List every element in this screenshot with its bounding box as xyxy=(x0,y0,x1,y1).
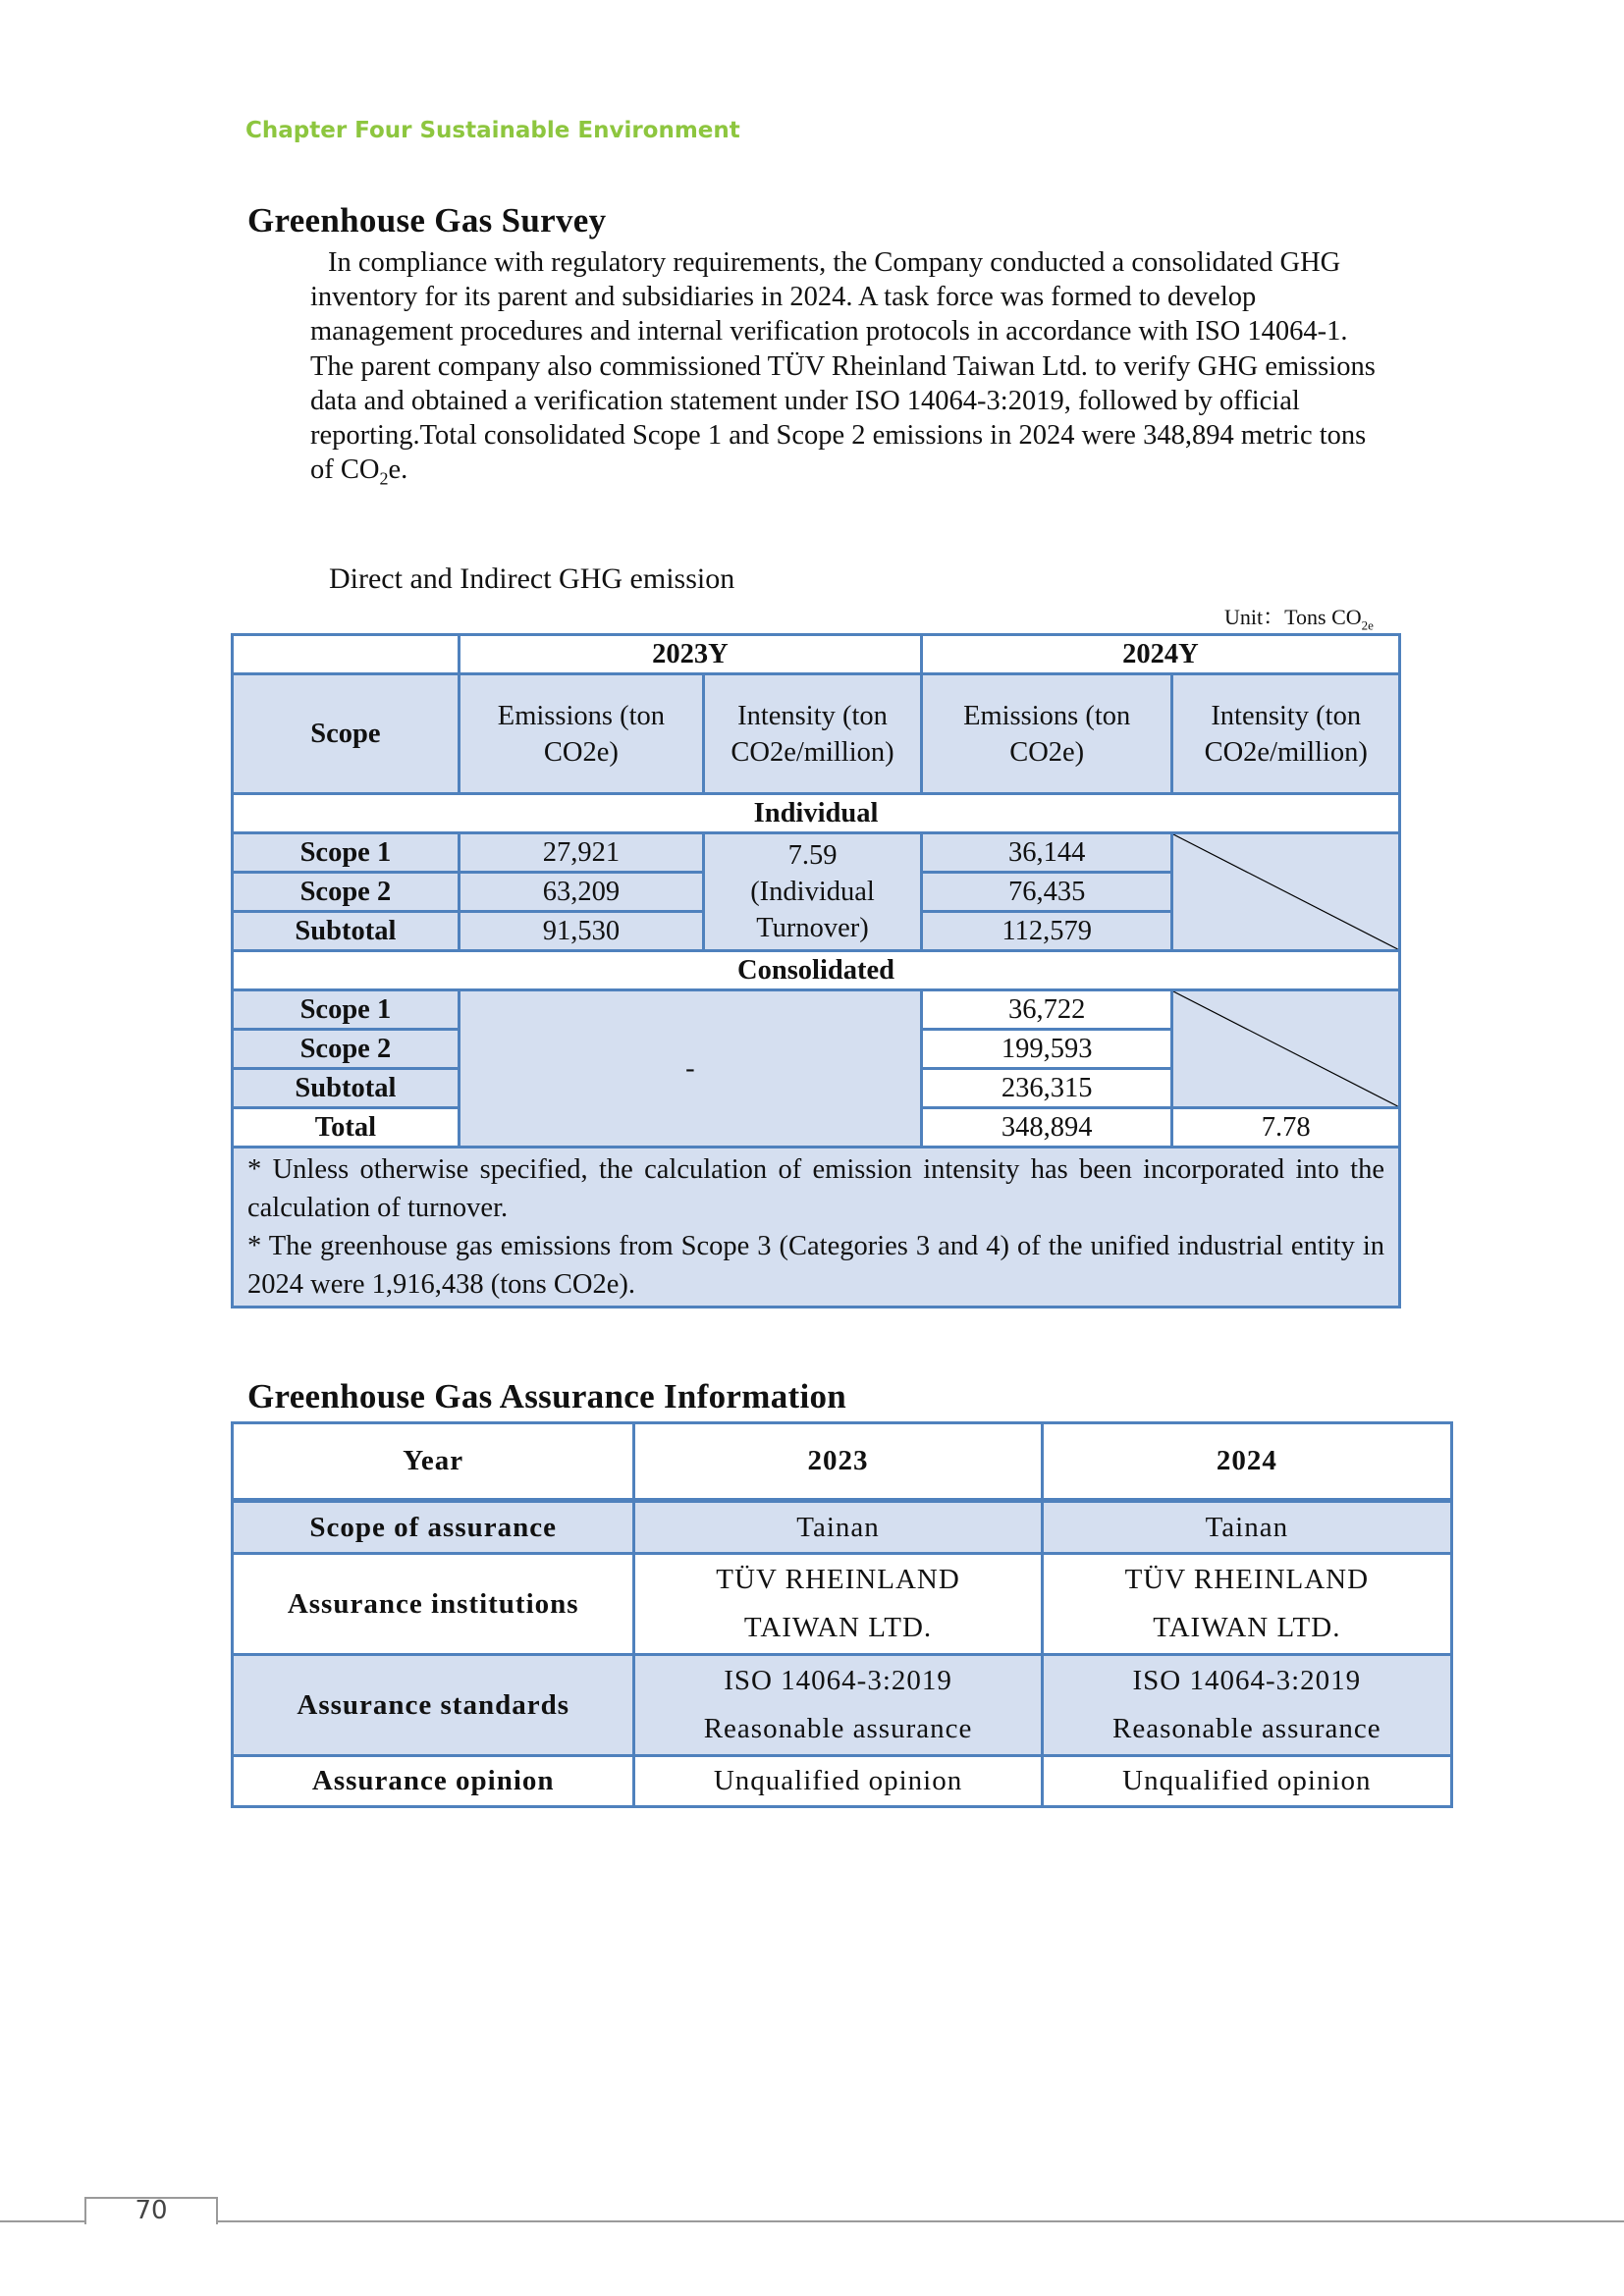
intensity-2024-header-text: Intensity (ton CO2e/million) xyxy=(1204,700,1368,768)
emissions-2024-cell: 236,315 xyxy=(921,1069,1171,1108)
total-label: Total xyxy=(233,1108,460,1148)
year-2024-header: 2024Y xyxy=(921,635,1399,674)
emissions-2023-header-text: Emissions (ton CO2e) xyxy=(497,700,666,768)
unit-text: Tons CO xyxy=(1284,605,1362,629)
value-2023: Unqualified opinion xyxy=(634,1756,1042,1807)
assurance-header-row xyxy=(233,1423,1452,1501)
note-1: * Unless otherwise specified, the calculation of emission intensity has been incorporated into the calculation of turnover. xyxy=(247,1154,1384,1223)
consolidated-intensity-2024-na xyxy=(1172,990,1400,1108)
intensity-2023-header xyxy=(704,674,922,794)
table-row xyxy=(233,833,1400,873)
value-2024: Tainan xyxy=(1042,1501,1451,1554)
notes-row xyxy=(233,1148,1400,1308)
table-notes xyxy=(233,1148,1400,1308)
page-number: 70 xyxy=(135,2196,168,2225)
table-row xyxy=(233,1756,1452,1807)
emissions-2024-cell: 36,722 xyxy=(921,990,1171,1030)
survey-title: Greenhouse Gas Survey xyxy=(247,201,607,240)
row-label: Assurance opinion xyxy=(233,1756,634,1807)
table-row xyxy=(233,1554,1452,1655)
value-2024: Unqualified opinion xyxy=(1042,1756,1451,1807)
emissions-2024-cell: 76,435 xyxy=(921,873,1171,912)
diagonal-line xyxy=(1173,834,1398,949)
total-emissions-2024: 348,894 xyxy=(921,1108,1171,1148)
chapter-header: Chapter Four Sustainable Environment xyxy=(245,118,740,143)
row-label: Assurance institutions xyxy=(233,1554,634,1655)
level-2024: Reasonable assurance xyxy=(1112,1713,1381,1744)
header-2023: 2023 xyxy=(634,1423,1042,1501)
diagonal-line xyxy=(1173,991,1398,1106)
row-label: Subtotal xyxy=(233,1069,460,1108)
emissions-2023-cell: 91,530 xyxy=(459,912,703,951)
emissions-2024-cell: 199,593 xyxy=(921,1030,1171,1069)
co2-subscript: 2 xyxy=(379,468,389,489)
assurance-title: Greenhouse Gas Assurance Information xyxy=(247,1377,847,1415)
survey-paragraph xyxy=(310,245,1380,497)
value-2023 xyxy=(634,1655,1042,1756)
unit-prefix: Unit： xyxy=(1224,605,1285,629)
intensity-2023-header-text: Intensity (ton CO2e/million) xyxy=(731,700,894,768)
consolidated-section-row xyxy=(233,951,1400,990)
level-2023: Reasonable assurance xyxy=(703,1713,973,1744)
consolidated-2023-na: - xyxy=(459,990,921,1148)
emission-table-caption: Direct and Indirect GHG emission xyxy=(329,562,735,595)
standard-2023: ISO 14064-3:2019 xyxy=(724,1665,952,1696)
row-label: Scope of assurance xyxy=(233,1501,634,1554)
emissions-2023-header xyxy=(459,674,703,794)
year-header-row xyxy=(233,635,1400,674)
individual-section-label: Individual xyxy=(233,794,1400,833)
emissions-2023-cell: 27,921 xyxy=(459,833,703,873)
blank-corner xyxy=(233,635,460,674)
scope-header: Scope xyxy=(233,674,460,794)
emissions-2024-cell: 36,144 xyxy=(921,833,1171,873)
emissions-2024-header-text: Emissions (ton CO2e) xyxy=(963,700,1131,768)
unit-label xyxy=(1224,601,1374,633)
standard-2024: ISO 14064-3:2019 xyxy=(1132,1665,1362,1696)
row-label: Scope 2 xyxy=(233,873,460,912)
row-label: Assurance standards xyxy=(233,1655,634,1756)
value-2023 xyxy=(634,1554,1042,1655)
value-2024-text: TÜV RHEINLAND TAIWAN LTD. xyxy=(1124,1564,1370,1643)
consolidated-section-label: Consolidated xyxy=(233,951,1400,990)
emissions-2024-header xyxy=(921,674,1171,794)
survey-text-end: e. xyxy=(388,454,408,486)
unit-subscript: 2e xyxy=(1361,617,1374,633)
row-label: Scope 2 xyxy=(233,1030,460,1069)
total-intensity-2024: 7.78 xyxy=(1172,1108,1400,1148)
column-header-row xyxy=(233,674,1400,794)
emission-table xyxy=(231,633,1401,1308)
year-header: Year xyxy=(233,1423,634,1501)
table-row xyxy=(233,990,1400,1030)
value-2024 xyxy=(1042,1655,1451,1756)
table-row xyxy=(233,1655,1452,1756)
row-label: Scope 1 xyxy=(233,833,460,873)
note-2: * The greenhouse gas emissions from Scope 3 (Categories 3 and 4) of the unified industrial entity in 2024 were 1,916,438 (tons CO2e). xyxy=(247,1231,1384,1300)
emissions-2024-cell: 112,579 xyxy=(921,912,1171,951)
intensity-2024-header xyxy=(1172,674,1400,794)
row-label: Scope 1 xyxy=(233,990,460,1030)
year-2023-header: 2023Y xyxy=(459,635,921,674)
table-row xyxy=(233,1501,1452,1554)
row-label: Subtotal xyxy=(233,912,460,951)
value-2023: Tainan xyxy=(634,1501,1042,1554)
individual-intensity-2023 xyxy=(704,833,922,951)
emissions-2023-cell: 63,209 xyxy=(459,873,703,912)
individual-intensity-2024-na xyxy=(1172,833,1400,951)
individual-intensity-2023-text: 7.59 (Individual Turnover) xyxy=(750,840,875,943)
footer-rule xyxy=(0,2220,1624,2222)
assurance-table xyxy=(231,1421,1453,1808)
value-2024 xyxy=(1042,1554,1451,1655)
header-2024: 2024 xyxy=(1042,1423,1451,1501)
survey-text: In compliance with regulatory requirements, the Company conducted a consolidated GHG inventory for its parent and subsidiaries in 2024. A task force was formed to develop management procedures and internal verification protocols in accordance with ISO 14064-1. The parent company also commissioned TÜV Rheinland Taiwan Ltd. to verify GHG emissions data and obtained a verification statement under ISO 14064-3:2019, followed by official reporting.Total consolidated Scope 1 and Scope 2 emissions in 2024 were 348,894 metric tons of CO xyxy=(310,247,1376,486)
individual-section-row xyxy=(233,794,1400,833)
value-2023-text: TÜV RHEINLAND TAIWAN LTD. xyxy=(716,1564,960,1643)
